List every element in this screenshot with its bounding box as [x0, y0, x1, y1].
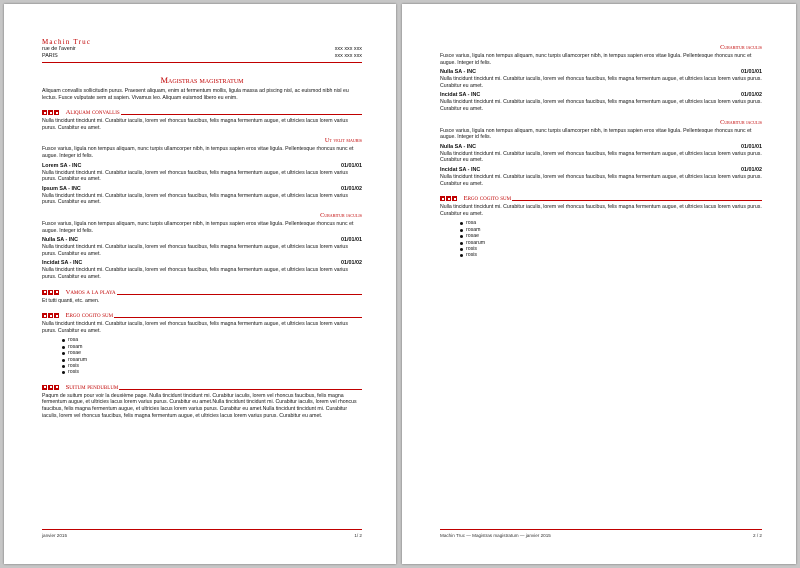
address-city: PARIS [42, 53, 58, 59]
entry-heading [440, 69, 762, 76]
entry-paragraph: Nulla tincidunt tincidunt mi. Curabitur iaculis, lorem vel rhoncus faucibus, felis magna fermentum augue, et ultricies lacus lorem varius purus. Curabitur eu amet. [42, 169, 348, 183]
entry-date: 01/01/02 [741, 92, 762, 99]
list-item: rosis [460, 246, 762, 252]
section-heading [42, 312, 362, 319]
page-number: 1/ 2 [354, 533, 362, 538]
list-item: rosis [62, 369, 362, 375]
list-item: rosis [460, 252, 762, 258]
phone-2: xxx xxx xxx [334, 53, 362, 59]
page-footer [42, 529, 362, 538]
section-heading [440, 195, 762, 202]
bullet-list [62, 337, 362, 375]
author-name: Machin Truc [42, 38, 92, 46]
section-title: Ergo cogito sum [463, 195, 512, 203]
subsection-title: Ut velit mauris [324, 137, 362, 145]
page-2-content [440, 44, 762, 259]
subsection-paragraph: Fusce varius, ligula non tempus aliquam, nunc turpis ullamcorper nibh, in tempus sapien eros vitae ligula. Pellentesque rhoncus nunc et augue. Integer id felis. [42, 146, 354, 159]
entry-paragraph: Nulla tincidunt tincidunt mi. Curabitur iaculis, lorem vel rhoncus faucibus, felis magna fermentum augue, et ultricies lacus lorem varius purus. Curabitur eu amet. [42, 192, 348, 206]
header-rule [42, 62, 362, 63]
entry-date: 01/01/01 [741, 143, 762, 150]
page-1[interactable] [4, 4, 396, 564]
document-title: Magistras magistratum [160, 75, 244, 85]
address-street: rue de l'avenir [42, 46, 76, 52]
entry-heading [42, 186, 362, 193]
entry-paragraph: Nulla tincidunt tincidunt mi. Curabitur iaculis, lorem vel rhoncus faucibus, felis magna fermentum augue, et ultricies lacus lorem varius purus. Curabitur eu amet. [42, 267, 348, 280]
entry-paragraph: Nulla tincidunt tincidunt mi. Curabitur iaculis, lorem vel rhoncus faucibus, felis magna fermentum augue, et ultricies lacus lorem varius purus. Curabitur eu amet. [440, 150, 762, 164]
entry-date: 01/01/01 [341, 237, 362, 244]
entry-date: 01/01/01 [341, 162, 362, 169]
page-number: 2 / 2 [753, 533, 762, 538]
page-footer [440, 529, 762, 538]
section-title: Vamos a la playa [65, 288, 116, 296]
section-squares-icon [42, 314, 61, 319]
entry-date: 01/01/02 [341, 260, 362, 267]
page-1-content [42, 38, 362, 419]
footer-info: Machin Truc — Magistras magistratum — janvier 2015 [440, 533, 551, 538]
subsection-title: Curabitur iaculis [320, 211, 362, 219]
list-item: rosae [62, 350, 362, 356]
list-item: rosam [460, 227, 762, 233]
list-item: rosis [62, 363, 362, 369]
entry-heading [42, 163, 362, 170]
section-paragraph: Nulla tincidunt tincidunt mi. Curabitur iaculis, lorem vel rhoncus faucibus, felis magna fermentum augue, et ultricies lacus lorem varius purus. Curabitur eu amet. [42, 118, 348, 131]
section-paragraph: Nulla tincidunt tincidunt mi. Curabitur iaculis, lorem vel rhoncus faucibus, felis magna fermentum augue, et ultricies lacus lorem varius purus. Curabitur eu amet. [440, 204, 762, 217]
entry-name: Nulla SA - INC [440, 143, 477, 150]
list-item: rosarum [460, 240, 762, 246]
list-item: rosa [62, 337, 362, 343]
page-2[interactable] [402, 4, 796, 564]
address-row-city [42, 53, 362, 60]
section-heading [42, 109, 362, 116]
subsection-paragraph: Fusce varius, ligula non tempus aliquam, nunc turpis ullamcorper nibh, in tempus sapien eros vitae ligula. Pellentesque rhoncus nunc et augue. Integer id felis. [440, 53, 752, 66]
entry-name: Ipsum SA - INC [42, 185, 81, 192]
entry-name: Nulla SA - INC [42, 237, 79, 244]
section-rule [114, 317, 362, 318]
section-squares-icon [440, 197, 459, 202]
subsection-paragraph: Fusce varius, ligula non tempus aliquam, nunc turpis ullamcorper nibh, in tempus sapien eros vitae ligula. Pellentesque rhoncus nunc et augue. Integer id felis. [42, 220, 354, 234]
entry-name: Nulla SA - INC [440, 69, 477, 76]
section-squares-icon [42, 111, 61, 116]
section-paragraph: Et tutti quanti, etc. amen. [42, 297, 100, 304]
entry-paragraph: Nulla tincidunt tincidunt mi. Curabitur iaculis, lorem vel rhoncus faucibus, felis magna fermentum augue, et ultricies lacus lorem varius purus. Curabitur eu amet. [440, 99, 762, 112]
entry-paragraph: Nulla tincidunt tincidunt mi. Curabitur iaculis, lorem vel rhoncus faucibus, felis magna fermentum augue, et ultricies lacus lorem varius purus. Curabitur eu amet. [42, 244, 348, 257]
entry-name: Incidat SA - INC [440, 92, 481, 99]
section-rule [121, 114, 362, 115]
section-title: Aliquam convallis [65, 109, 120, 117]
section-rule [512, 200, 762, 201]
bullet-list [460, 220, 762, 258]
entry-name: Incidat SA - INC [440, 166, 481, 173]
footer-date: janvier 2015 [42, 533, 68, 538]
section-heading [42, 384, 362, 391]
section-heading [42, 289, 362, 296]
section-rule [119, 389, 362, 390]
entry-date: 01/01/02 [741, 166, 762, 173]
entry-heading [440, 167, 762, 174]
entry-name: Lorem SA - INC [42, 162, 82, 169]
list-item: rosae [460, 233, 762, 239]
section-title: Ergo cogito sum [65, 312, 114, 320]
address-row-street [42, 46, 362, 53]
section-squares-icon [42, 386, 61, 391]
section-squares-icon [42, 291, 61, 296]
entry-date: 01/01/02 [341, 185, 362, 192]
section-rule [117, 294, 362, 295]
section-paragraph: Paqum de suitum pour voir la deuxième page. Nulla tincidunt tincidunt mi. Curabitur iaculis, lorem vel rhoncus faucibus, felis magna fermentum augue, et ultricies lacus lorem varius purus. Curabitur eu amet.Nulla tincidunt tincidunt mi. Curabitur iaculis, lorem vel rhoncus faucibus, felis magna fermentum augue, et ultricies lacus lorem varius purus. Curabitur eu amet.Nulla tincidunt tincidunt mi. Curabitur iaculis, lorem vel rhoncus faucibus, felis magna fermentum augue, et ultricies lacus lorem varius purus. Curabitur eu amet. [42, 392, 357, 419]
subsection-title: Curabitur iaculis [720, 118, 762, 126]
entry-name: Incidat SA - INC [42, 260, 83, 267]
entry-heading [42, 260, 362, 267]
section-title: Suitum pendublum [65, 383, 119, 391]
entry-paragraph: Nulla tincidunt tincidunt mi. Curabitur iaculis, lorem vel rhoncus faucibus, felis magna fermentum augue, et ultricies lacus lorem varius purus. Curabitur eu amet. [440, 173, 762, 187]
entry-heading [440, 92, 762, 99]
list-item: rosam [62, 344, 362, 350]
entry-heading [440, 144, 762, 151]
phone-1: xxx xxx xxx [334, 46, 362, 52]
section-paragraph: Nulla tincidunt tincidunt mi. Curabitur iaculis, lorem vel rhoncus faucibus, felis magna fermentum augue, et ultricies lacus lorem varius purus. Curabitur eu amet. [42, 321, 348, 334]
entry-paragraph: Nulla tincidunt tincidunt mi. Curabitur iaculis, lorem vel rhoncus faucibus, felis magna fermentum augue, et ultricies lacus lorem varius purus. Curabitur eu amet. [440, 76, 762, 89]
intro-paragraph: Aliquam convallis sollicitudin purus. Praesent aliquam, enim at fermentum mollis, ligula massa ad piscing nisl, ac euismod nibh nisl eu lectus. Fusce vulputate sem at sapien. Vivamus leo. Aliquam euismod libero eu enim. [42, 88, 349, 101]
subsection-paragraph: Fusce varius, ligula non tempus aliquam, nunc turpis ullamcorper nibh, in tempus sapien eros vitae ligula. Pellentesque rhoncus nunc et augue. Integer id felis. [440, 127, 752, 141]
list-item: rosa [460, 220, 762, 226]
entry-date: 01/01/01 [741, 69, 762, 76]
entry-heading [42, 237, 362, 244]
list-item: rosarum [62, 357, 362, 363]
subsection-title: Curabitur iaculis [720, 44, 762, 51]
